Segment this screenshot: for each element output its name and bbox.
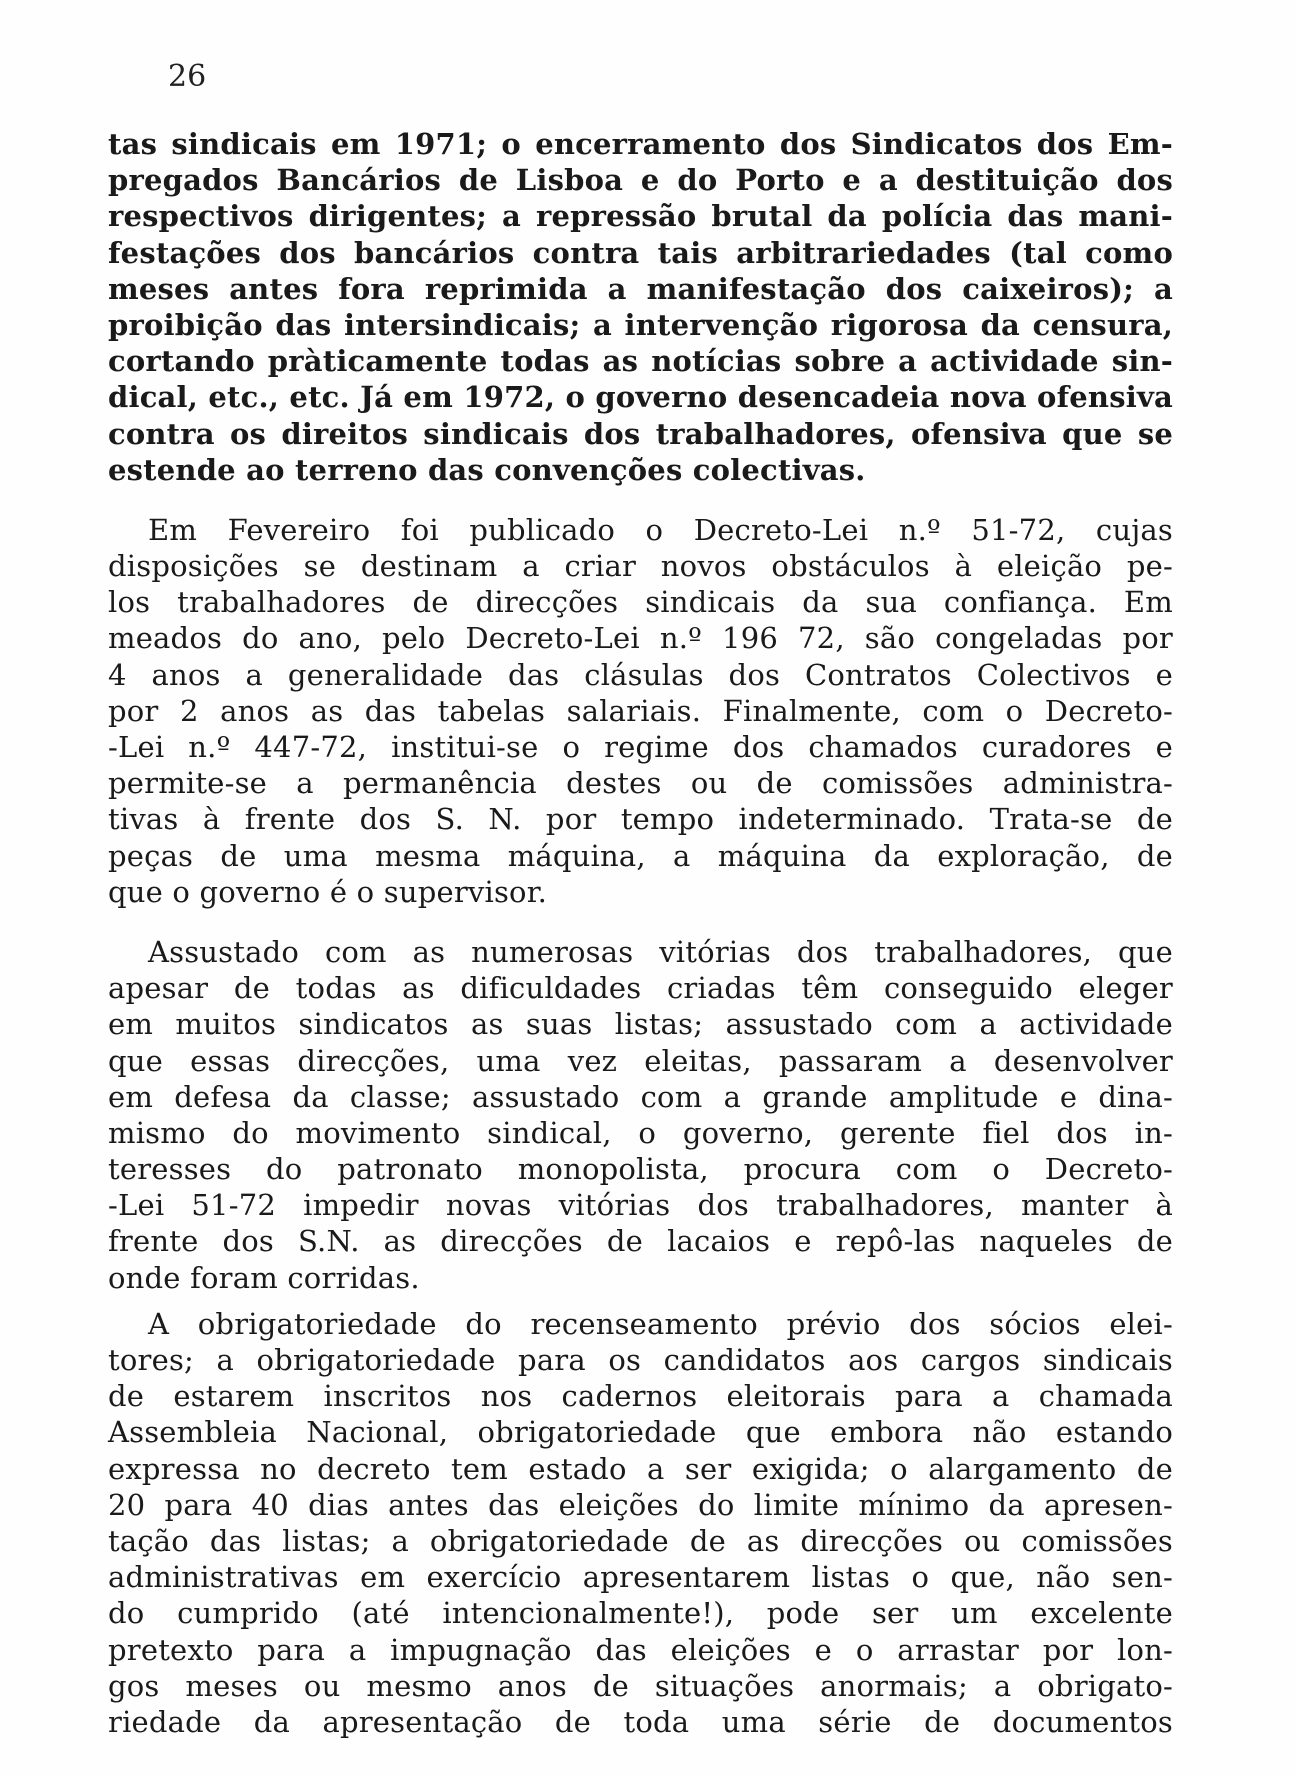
text-line: Assembleia Nacional, obrigatoriedade que embora não estando [108, 1415, 1173, 1450]
text-line: expressa no decreto tem estado a ser exigida; o alargamento de [108, 1451, 1173, 1486]
text-line: -Lei n.º 447-72, institui-se o regime dos chamados curadores e [108, 730, 1173, 764]
text-line: apesar de todas as dificuldades criadas têm conseguido eleger [108, 971, 1173, 1006]
text-line: peças de uma mesma máquina, a máquina da exploração, de [108, 838, 1173, 873]
text-line: proibição das intersindicais; a intervenção rigorosa da censura, [108, 307, 1173, 342]
text-line: que o governo é o supervisor. [108, 874, 547, 909]
text-line: tores; a obrigatoriedade para os candidatos aos cargos sindicais [108, 1343, 1173, 1377]
text-line: de estarem inscritos nos cadernos eleitorais para a chamada [108, 1379, 1173, 1414]
paragraph-2 [108, 512, 1173, 910]
text-line: frente dos S.N. as direcções de lacaios e repô-las naqueles de [108, 1224, 1173, 1259]
text-line: disposições se destinam a criar novos obstáculos à eleição pe- [108, 549, 1173, 584]
text-line: por 2 anos as das tabelas salariais. Finalmente, com o Decreto- [108, 693, 1173, 728]
text-line: Em Fevereiro foi publicado o Decreto-Lei n.º 51-72, cujas [148, 512, 1173, 547]
text-line: tivas à frente dos S. N. por tempo indeterminado. Trata-se de [108, 802, 1173, 837]
text-line: dical, etc., etc. Já em 1972, o governo desencadeia nova ofensiva [108, 380, 1173, 415]
text-line: contra os direitos sindicais dos trabalhadores, ofensiva que se [108, 416, 1173, 451]
text-line: festações dos bancários contra tais arbitrariedades (tal como [108, 235, 1173, 270]
text-line: meses antes fora reprimida a manifestação dos caixeiros); a [108, 271, 1173, 306]
text-line: que essas direcções, uma vez eleitas, passaram a desenvolver [108, 1043, 1173, 1078]
text-line: -Lei 51-72 impedir novas vitórias dos trabalhadores, manter à [108, 1188, 1173, 1223]
text-line: tação das listas; a obrigatoriedade de as direcções ou comissões [108, 1523, 1173, 1558]
text-line: riedade da apresentação de toda uma série de documentos [108, 1704, 1173, 1739]
text-line: onde foram corridas. [108, 1260, 420, 1295]
text-line: respectivos dirigentes; a repressão brutal da polícia das mani- [108, 199, 1173, 234]
text-line: em defesa da classe; assustado com a grande amplitude e dina- [108, 1079, 1173, 1114]
text-line: mismo do movimento sindical, o governo, gerente fiel dos in- [108, 1115, 1173, 1150]
text-line: Assustado com as numerosas vitórias dos trabalhadores, que [148, 934, 1173, 969]
text-line: gos meses ou mesmo anos de situações anormais; a obrigato- [108, 1668, 1173, 1703]
text-line: 20 para 40 dias antes das eleições do limite mínimo da apresen- [108, 1487, 1173, 1522]
text-line: permite-se a permanência destes ou de comissões administra- [108, 766, 1173, 801]
text-line: administrativas em exercício apresentarem listas o que, não sen- [108, 1560, 1173, 1595]
text-line: pregados Bancários de Lisboa e do Porto e a destituição dos [108, 163, 1173, 198]
paragraph-1 [108, 126, 1173, 488]
text-line: tas sindicais em 1971; o encerramento dos Sindicatos dos Em- [108, 127, 1173, 161]
text-line: em muitos sindicatos as suas listas; assustado com a actividade [108, 1007, 1173, 1042]
text-line: los trabalhadores de direcções sindicais da sua confiança. Em [108, 585, 1173, 620]
paragraph-3 [108, 934, 1173, 1296]
text-line: A obrigatoriedade do recenseamento prévio dos sócios elei- [148, 1306, 1173, 1341]
text-line: estende ao terreno das convenções colectivas. [108, 452, 866, 487]
text-line: 4 anos a generalidade das clásulas dos Contratos Colectivos e [108, 657, 1173, 692]
body-text [108, 126, 1173, 1740]
paragraph-4 [108, 1306, 1173, 1740]
text-line: teresses do patronato monopolista, procura com o Decreto- [108, 1152, 1173, 1187]
page-number: 26 [168, 59, 207, 94]
text-line: do cumprido (até intencionalmente!), pode ser um excelente [108, 1596, 1173, 1631]
text-line: cortando pràticamente todas as notícias sobre a actividade sin- [108, 344, 1173, 379]
text-line: pretexto para a impugnação das eleições e o arrastar por lon- [108, 1632, 1173, 1667]
text-line: meados do ano, pelo Decreto-Lei n.º 196 72, são congeladas por [108, 621, 1173, 656]
